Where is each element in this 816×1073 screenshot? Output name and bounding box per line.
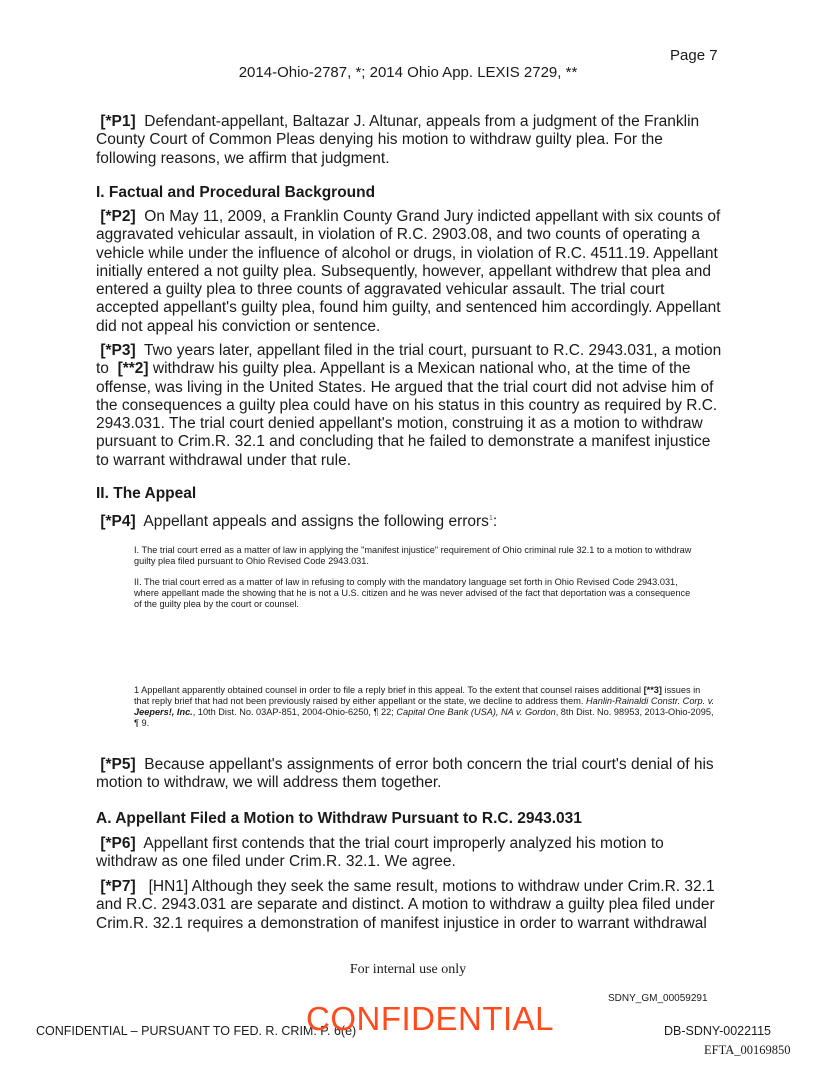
para-text: Appellant appeals and assigns the following errors <box>143 513 489 531</box>
para-marker: [*P5] <box>100 756 136 773</box>
para-text: Appellant first contends that the trial court improperly analyzed his motion to withdraw as one filed under Crim.R. 32.1. We agree. <box>96 835 664 871</box>
footnote-text: 1 Appellant apparently obtained counsel in order to file a reply brief in this appeal. To the extent that counsel raises additional <box>134 685 642 695</box>
para-text: Defendant-appellant, Baltazar J. Altunar, appeals from a judgment of the Franklin County Court of Common Pleas denying his motion to withdraw guilty plea. For the following reasons, we affirm that judgment. <box>96 113 700 167</box>
section-heading-factual: I. Factual and Procedural Background <box>96 184 376 201</box>
para-text: Because appellant's assignments of error both concern the trial court's denial of his motion to withdraw, we will address them together. <box>96 756 714 792</box>
assignment-of-error-1: I. The trial court erred as a matter of law in applying the "manifest injustice" requirement of Ohio criminal rule 32.1 to a motion to withdraw guilty plea filed pursuant to Ohio Revised Code 2943.031. <box>134 545 692 566</box>
para-text: withdraw his guilty plea. Appellant is a Mexican national who, at the time of the offense, was living in the United States. He argued that the trial court did not advise him of the consequences a guilty plea could have on his status in this country as required by R.C. 2943.031. The trial court denied appellant's motion, construing it as a motion to withdraw pursuant to Crim.R. 32.1 and concluding that he failed to demonstrate a manifest injustice to warrant withdrawal under that rule. <box>96 360 718 469</box>
page-number: Page 7 <box>670 47 718 64</box>
bates-number-secondary: DB-SDNY-0022115 <box>664 1024 772 1038</box>
paragraph-p1 <box>96 113 722 168</box>
confidential-stamp: CONFIDENTIAL <box>306 1000 555 1037</box>
case-citation: Capital One Bank (USA), NA v. Gordon <box>396 707 556 717</box>
confidentiality-legend: CONFIDENTIAL – PURSUANT TO FED. R. CRIM. P. 6(e) <box>36 1024 357 1038</box>
para-marker: [*P2] <box>100 208 136 225</box>
para-text: : <box>492 513 498 531</box>
section-heading-motion: A. Appellant Filed a Motion to Withdraw Pursuant to R.C. 2943.031 <box>96 810 582 827</box>
para-text: [HN1] Although they seek the same result, motions to withdraw under Crim.R. 32.1 and R.C. 2943.031 are separate and distinct. A motion to withdraw a guilty plea filed under Crim.R. 32.1 requires a demonstration of manifest injustice in order to warrant withdrawal <box>96 878 715 932</box>
paragraph-p4 <box>96 510 722 531</box>
para-marker: [*P1] <box>100 113 136 130</box>
paragraph-p3 <box>96 342 722 470</box>
footnote-ref[interactable]: 1 <box>488 515 493 522</box>
citation-header: 2014-Ohio-2787, *; 2014 Ohio App. LEXIS 2729, ** <box>238 64 578 81</box>
para-marker: [*P4] <box>100 513 136 531</box>
paragraph-p2 <box>96 208 722 336</box>
para-text: Two years later, appellant filed in the trial court, pursuant to R.C. 2943.031, a motion to <box>96 342 722 378</box>
para-marker: [*P7] <box>100 878 136 895</box>
footnote <box>134 685 716 729</box>
footnote-text: , 10th Dist. No. 03AP-851, 2004-Ohio-6250, ¶ 22; <box>192 707 394 717</box>
case-citation: Hanlin-Rainaldi Constr. Corp. v. <box>586 696 715 706</box>
paragraph-p6 <box>96 835 722 872</box>
page-marker: [**2] <box>117 360 149 378</box>
bates-number: SDNY_GM_00059291 <box>608 993 708 1004</box>
internal-use-notice: For internal use only <box>349 962 467 977</box>
assignment-of-error-2: II. The trial court erred as a matter of law in refusing to comply with the mandatory language set forth in Ohio Revised Code 2943.031, where appellant made the showing that he is not a U.S. citizen and he was never advised of the fact that deportation was a consequence of the guilty plea by the court or counsel. <box>134 577 691 609</box>
efta-number: EFTA_00169850 <box>704 1043 791 1057</box>
page-marker: [**3] <box>643 685 662 695</box>
section-heading-appeal: II. The Appeal <box>96 485 197 502</box>
footnote-text: , 8th Dist. No. 98953, 2013-Ohio-2095, ¶ 9. <box>134 707 714 728</box>
para-marker: [*P6] <box>100 835 136 852</box>
para-text: On May 11, 2009, a Franklin County Grand Jury indicted appellant with six counts of aggravated vehicular assault, in violation of R.C. 2903.08, and two counts of operating a vehicle while under the influence of alcohol or drugs, in violation of R.C. 4511.19. Appellant initially entered a not guilty plea. Subsequently, however, appellant withdrew that plea and entered a guilty plea to three counts of aggravated vehicular assault. The trial court accepted appellant's guilty plea, found him guilty, and sentenced him accordingly. Appellant did not appeal his conviction or sentence. <box>96 208 721 335</box>
paragraph-p7 <box>96 878 722 933</box>
case-citation: Jeepers!, Inc. <box>134 707 193 717</box>
para-marker: [*P3] <box>100 342 136 359</box>
footnote-text: issues in that reply brief that had not been previously raised by either appellant or the state, we decline to address them. <box>134 685 701 706</box>
paragraph-p5 <box>96 756 722 793</box>
